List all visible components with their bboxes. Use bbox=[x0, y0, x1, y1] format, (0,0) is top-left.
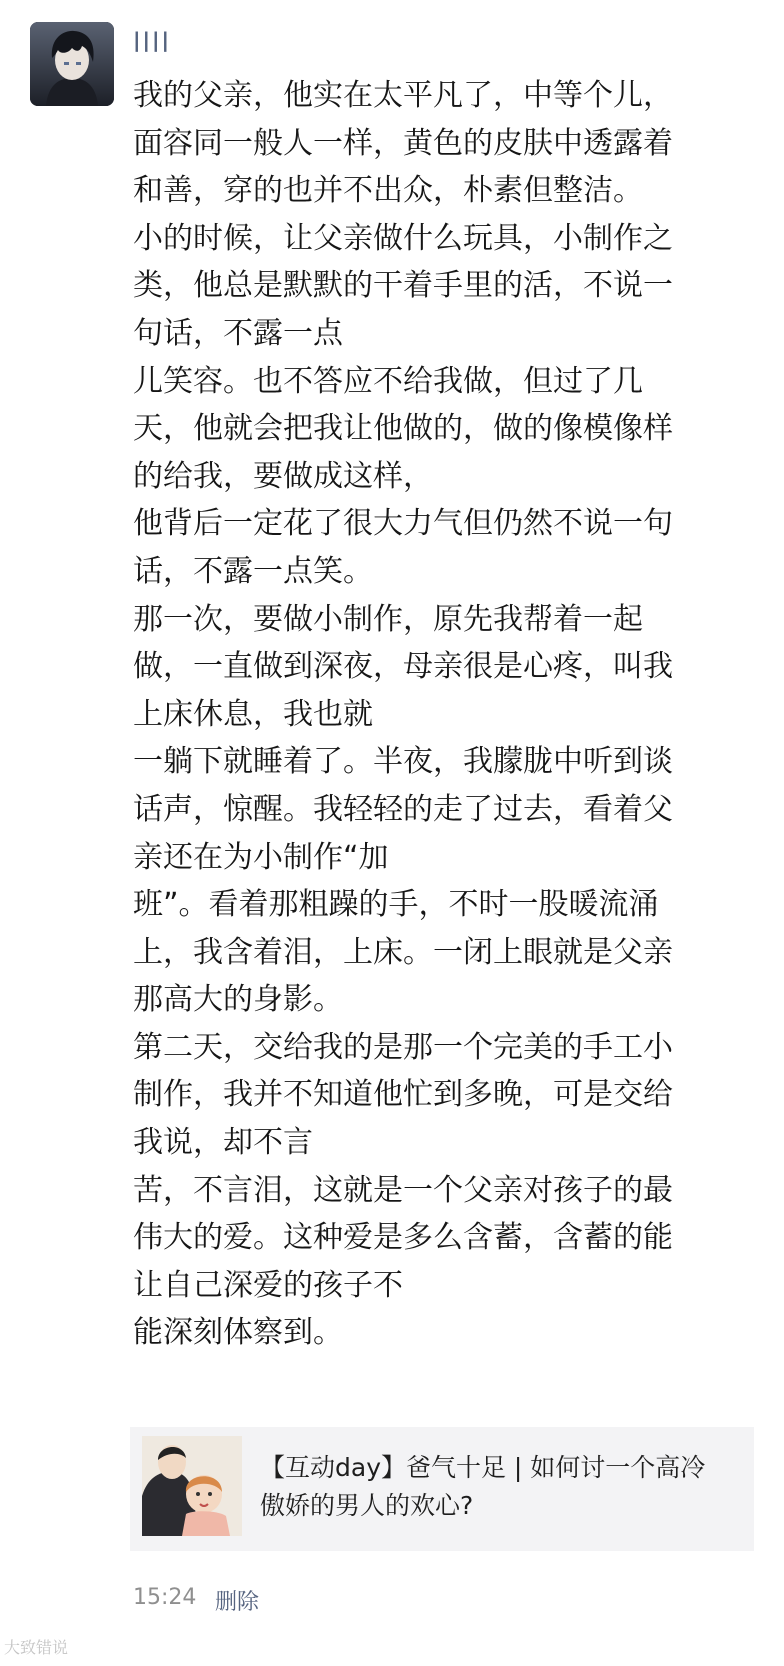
avatar[interactable] bbox=[30, 22, 114, 106]
post-line: 第二天，交给我的是那一个完美的手工小 bbox=[133, 1029, 673, 1065]
post-line: 亲还在为小制作“加 bbox=[133, 839, 389, 875]
post-line: 让自己深爱的孩子不 bbox=[133, 1267, 403, 1303]
article-title-line: 傲娇的男人的欢心? bbox=[260, 1491, 474, 1520]
father-child-illustration-icon bbox=[142, 1436, 242, 1536]
post-line: 儿笑容。也不答应不给我做，但过了几 bbox=[133, 363, 643, 399]
post-line: 面容同一般人一样，黄色的皮肤中透露着 bbox=[133, 125, 673, 161]
post-line: 句话，不露一点 bbox=[133, 315, 343, 351]
post-line: 小的时候，让父亲做什么玩具，小制作之 bbox=[133, 220, 673, 256]
post-line: 那一次，要做小制作，原先我帮着一起 bbox=[133, 601, 643, 637]
post-text bbox=[133, 72, 723, 1357]
post-line: 做，一直做到深夜，母亲很是心疼，叫我 bbox=[133, 649, 673, 685]
post-line: 类，他总是默默的干着手里的活，不说一 bbox=[133, 268, 673, 304]
post-line: 和善，穿的也并不出众，朴素但整洁。 bbox=[133, 173, 643, 209]
delete-button[interactable]: 删除 bbox=[215, 1590, 260, 1615]
anime-avatar-icon bbox=[30, 22, 114, 106]
post-line: 班”。看着那粗躁的手，不时一股暖流涌 bbox=[133, 887, 659, 923]
post-line: 我的父亲，他实在太平凡了，中等个儿， bbox=[133, 78, 673, 113]
username[interactable]: llll bbox=[133, 28, 172, 59]
post-line: 上，我含着泪，上床。一闭上眼就是父亲 bbox=[133, 934, 673, 970]
post-timestamp: 15:24 bbox=[133, 1585, 197, 1610]
post-line: 天，他就会把我让他做的，做的像模像样 bbox=[133, 411, 673, 447]
article-title-line: 【互动day】爸气十足 | 如何讨一个高冷 bbox=[260, 1453, 706, 1482]
post-line: 上床休息，我也就 bbox=[133, 696, 373, 732]
watermark: 大致错说 bbox=[4, 1638, 69, 1657]
article-title bbox=[260, 1449, 730, 1525]
post-line: 我说，却不言 bbox=[133, 1125, 313, 1161]
shared-article-card[interactable] bbox=[130, 1427, 754, 1551]
post-line: 话声，惊醒。我轻轻的走了过去，看着父 bbox=[133, 791, 673, 827]
post-line: 苦，不言泪，这就是一个父亲对孩子的最 bbox=[133, 1172, 673, 1208]
post-line: 他背后一定花了很大力气但仍然不说一句 bbox=[133, 506, 673, 542]
post-line: 伟大的爱。这种爱是多么含蓄，含蓄的能 bbox=[133, 1220, 673, 1256]
post-line: 那高大的身影。 bbox=[133, 982, 343, 1018]
post-line: 制作，我并不知道他忙到多晚，可是交给 bbox=[133, 1077, 673, 1113]
post-line: 话，不露一点笑。 bbox=[133, 553, 373, 589]
post-line: 的给我，要做成这样， bbox=[133, 458, 433, 494]
post-line: 能深刻体察到。 bbox=[133, 1315, 343, 1351]
post-line: 一躺下就睡着了。半夜，我朦胧中听到谈 bbox=[133, 744, 673, 780]
article-thumbnail bbox=[142, 1436, 242, 1536]
